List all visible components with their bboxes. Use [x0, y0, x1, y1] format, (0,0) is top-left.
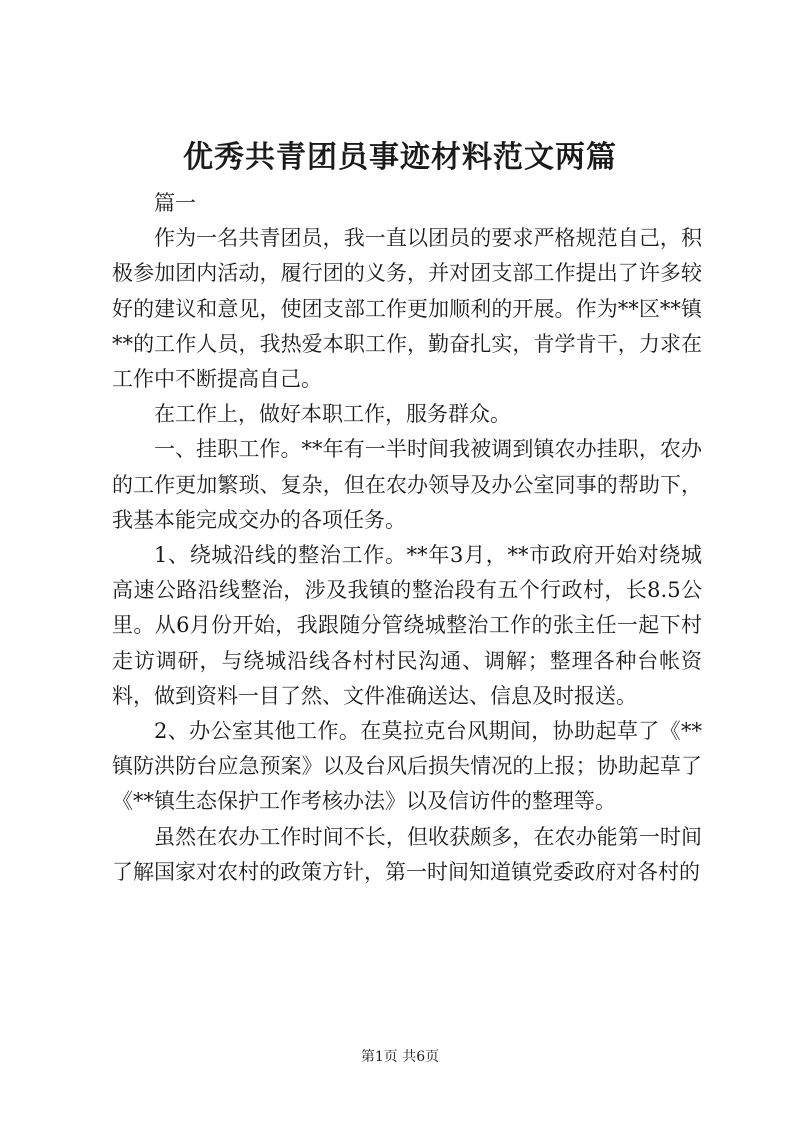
paragraph: 1、绕城沿线的整治工作。**年3月，**市政府开始对绕城高速公路沿线整治，涉及我镇的整治段有五个行政村，长8.5公里。从6月份开始，我跟随分管绕城整治工作的张主任一起下村走访调研，与绕城沿线各村村民沟通、调解；整理各种台帐资料，做到资料一目了然、文件准确送达、信息及时报送。	[112, 543, 702, 708]
document-body	[112, 186, 702, 890]
paragraph: 在工作上，做好本职工作，服务群众。	[154, 402, 511, 427]
paragraph: 作为一名共青团员，我一直以团员的要求严格规范自己，积极参加团内活动，履行团的义务，并对团支部工作提出了许多较好的建议和意见，使团支部工作更加顺利的开展。作为**区**镇**的工作人员，我热爱本职工作，勤奋扎实，肯学肯干，力求在工作中不断提高自己。	[112, 226, 702, 392]
document-title: 优秀共青团员事迹材料范文两篇	[183, 140, 617, 175]
paragraph: 一、挂职工作。**年有一半时间我被调到镇农办挂职，农办的工作更加繁琐、复杂，但在农办领导及办公室同事的帮助下，我基本能完成交办的各项任务。	[112, 437, 702, 532]
paragraph: 2、办公室其他工作。在莫拉克台风期间，协助起草了《**镇防洪防台应急预案》以及台风后损失情况的上报；协助起草了《**镇生态保护工作考核办法》以及信访件的整理等。	[112, 719, 702, 814]
paragraph: 虽然在农办工作时间不长，但收获颇多，在农办能第一时间了解国家对农村的政策方针，第一时间知道镇党委政府对各村的	[112, 824, 702, 884]
page-number-footer: 第1页 共6页	[360, 1049, 440, 1065]
section-heading: 篇一	[154, 191, 196, 215]
